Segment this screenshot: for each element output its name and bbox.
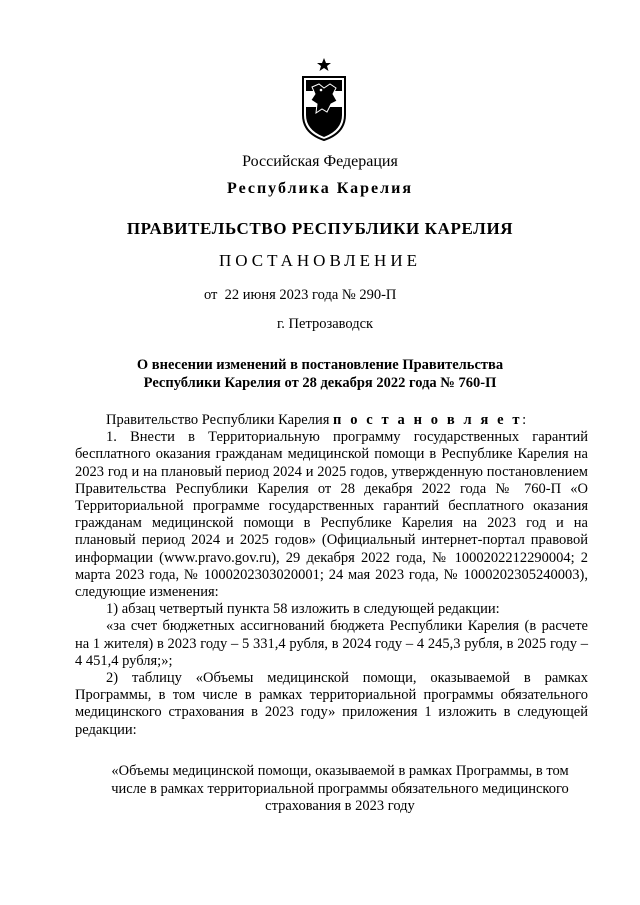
coat-of-arms-emblem: [297, 57, 351, 141]
republic-name: Республика Карелия: [227, 180, 413, 197]
item-1-paragraph: 1. Внести в Территориальную программу государственных гарантий бесплатного оказания гражданам медицинской помощи в Республике Карелия на 2023 год и на плановый период 2024 и 2025 годов, утвержденную постановлением Правительства Республики Карелия от 28 декабря 2022 года № 760-П «О Территориальной программе государственных гарантий бесплатного оказания гражданам медицинской помощи в Республике Карелия на 2023 год и на плановый период 2024 и 2025 годов» (Официальный интернет-портал правовой информации (www.pravo.gov.ru), 29 декабря 2022 года, № 1000202212290004; 2 марта 2023 года, № 1000202303020001; 24 мая 2023 года, № 1000202305240003), следующие изменения:: [75, 429, 588, 601]
subitem-2-paragraph: 2) таблицу «Объемы медицинской помощи, оказываемой в рамках Программы, в том числе в рамках территориальной программы обязательного медицинского страхования в 2023 году» приложения 1 изложить в следующей редакции:: [75, 670, 588, 738]
country-name: Российская Федерация: [242, 153, 398, 170]
document-subject: [0, 356, 640, 392]
subject-line: О внесении изменений в постановление Правительства: [136, 357, 504, 373]
preamble: [75, 412, 588, 429]
preamble-end: :: [522, 412, 527, 428]
document-type: ПОСТАНОВЛЕНИЕ: [218, 251, 421, 270]
table-title: [95, 763, 585, 816]
document-body: [75, 412, 588, 739]
subitem-1-paragraph: 1) абзац четвертый пункта 58 изложить в следующей редакции:: [106, 601, 500, 618]
document-date: от 22 июня 2023 года № 290-П: [204, 287, 397, 303]
table-title-line: страхования в 2023 году: [265, 798, 415, 815]
government-title: ПРАВИТЕЛЬСТВО РЕСПУБЛИКИ КАРЕЛИЯ: [126, 219, 514, 238]
quote-paragraph: «за счет бюджетных ассигнований бюджета Республики Карелия (в расчете на 1 жителя) в 2023 году – 5 331,4 рубля, в 2024 году – 4 245,3 рубля, в 2025 году – 4 451,4 рубля;»;: [75, 618, 588, 669]
preamble-verb: п о с т а н о в л я е т: [333, 412, 523, 428]
table-title-line: «Объемы медицинской помощи, оказываемой в рамках Программы, в том: [111, 763, 569, 779]
table-title-line: числе в рамках территориальной программы обязательного медицинского: [111, 780, 569, 797]
city: г. Петрозаводск: [277, 316, 374, 332]
preamble-text: Правительство Республики Карелия: [106, 412, 334, 428]
subject-line: Республики Карелия от 28 декабря 2022 года № 760-П: [143, 375, 497, 391]
